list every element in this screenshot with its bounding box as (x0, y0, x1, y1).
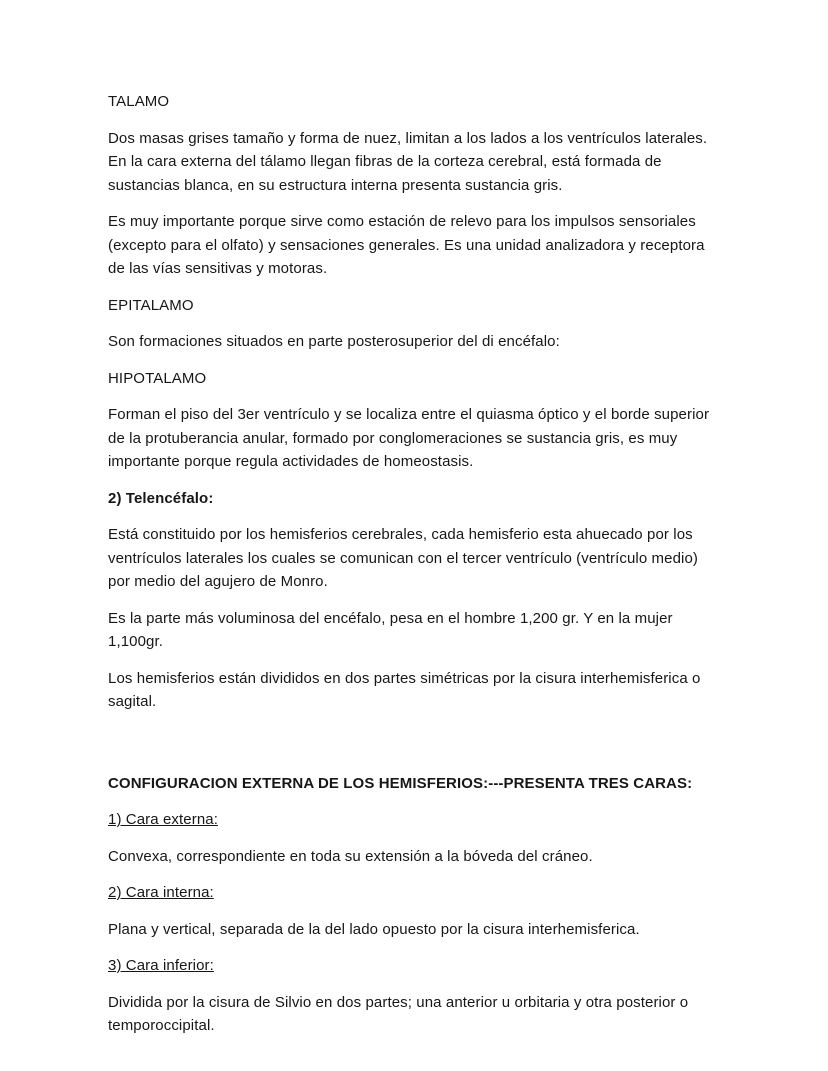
paragraph-hemisferios-division: Los hemisferios están divididos en dos partes simétricas por la cisura interhemisferica o sagital. (108, 669, 701, 710)
paragraph-telencefalo-weight: Es la parte más voluminosa del encéfalo, pesa en el hombre 1,200 gr. Y en la mujer 1,100gr. (108, 609, 673, 650)
paragraph-hipotalamo-description: Forman el piso del 3er ventrículo y se localiza entre el quiasma óptico y el borde superior de la protuberancia anular, formado por conglomeraciones se sustancia gris, es muy importante porque regula actividades de homeostasis. (108, 406, 710, 470)
heading-talamo: TALAMO (108, 93, 170, 110)
paragraph-epitalamo-description: Son formaciones situados en parte posterosuperior del di encéfalo: (108, 333, 560, 350)
subheading-cara-inferior: 3) Cara inferior: (108, 957, 214, 974)
heading-hipotalamo: HIPOTALAMO (108, 369, 207, 387)
paragraph-cara-externa: Convexa, correspondiente en toda su extensión a la bóveda del cráneo. (108, 847, 593, 865)
paragraph-cara-interna: Plana y vertical, separada de la del lado opuesto por la cisura interhemisferica. (108, 920, 640, 938)
paragraph-talamo-importance: Es muy importante porque sirve como estación de relevo para los impulsos sensoriales (excepto para el olfato) y sensaciones generales. Es una unidad analizadora y receptora de las vías sensitivas y motoras. (108, 213, 705, 277)
subheading-cara-externa: 1) Cara externa: (108, 811, 218, 828)
paragraph-talamo-description: Dos masas grises tamaño y forma de nuez, limitan a los lados a los ventrículos laterales. En la cara externa del tálamo llegan fibras de la corteza cerebral, está formada de sustancias blanca, en su estructura interna presenta sustancia gris. (108, 129, 708, 194)
paragraph-cara-inferior: Dividida por la cisura de Silvio en dos partes; una anterior u orbitaria y otra posterior o temporoccipital. (108, 993, 689, 1034)
heading-telencefalo: 2) Telencéfalo: (108, 489, 214, 507)
heading-configuracion-externa: CONFIGURACION EXTERNA DE LOS HEMISFERIOS:---PRESENTA TRES CARAS: (108, 774, 693, 792)
heading-epitalamo: EPITALAMO (108, 296, 194, 314)
paragraph-telencefalo-description: Está constituido por los hemisferios cerebrales, cada hemisferio esta ahuecado por los ventrículos laterales los cuales se comunican con el tercer ventrículo (ventrículo medio) por medio del agujero de Monro. (108, 526, 698, 590)
subheading-cara-interna: 2) Cara interna: (108, 884, 214, 901)
